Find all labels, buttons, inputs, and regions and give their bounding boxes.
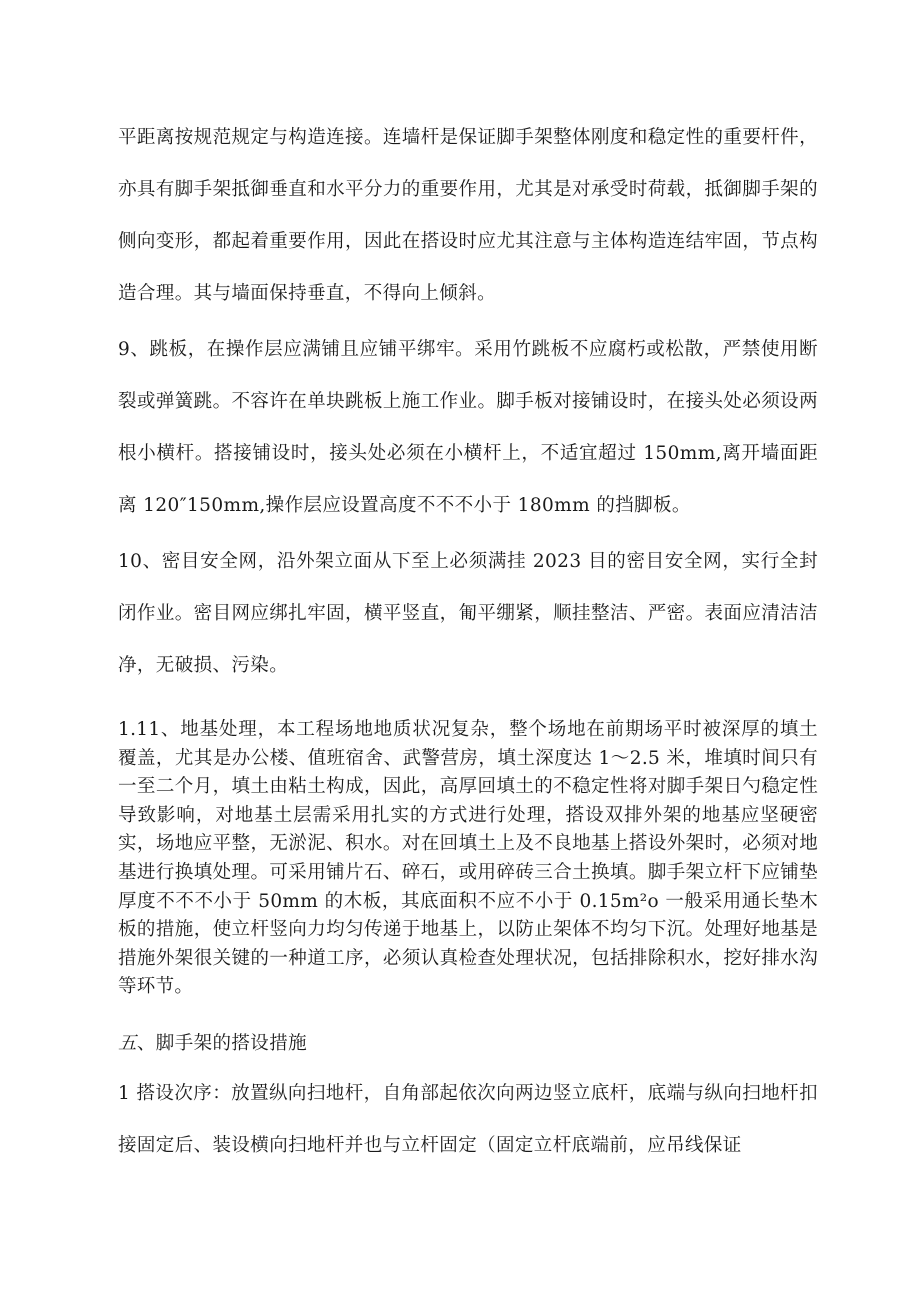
paragraph-item-10: 10、密目安全网，沿外架立面从下至上必须满挂 2023 目的密目安全网，实行全封闭作业。密目网应绑扎牢固，横平竖直，匍平绷紧，顺挂整洁、严密。表面应清洁洁净，无破损、污染。 (118, 551, 818, 676)
document-page (118, 112, 818, 1172)
section-number: 五 (118, 1032, 137, 1054)
section-title: 、脚手架的搭设措施 (136, 1032, 308, 1054)
paragraph-wall-tie-continuation: 平距离按规范规定与构造连接。连墙杆是保证脚手架整体刚度和稳定性的重要杆件，亦具有脚手架抵御垂直和水平分力的重要作用，尤其是对承受时荷载，抵御脚手架的侧向变形，都起着重要作用，因此在搭设时应尤其注意与主体构造连结牢固，节点构造合理。其与墙面保持垂直，不得向上倾斜。 (118, 127, 818, 304)
section-heading (118, 1024, 818, 1064)
paragraph-item-1-11: 1.11、地基处理，本工程场地地质状况复杂，整个场地在前期场平时被深厚的填土覆盖，尤其是办公楼、值班宿舍、武警营房，填土深度达 1～2.5 米，堆填时间只有一至二个月，填土由粘土构成，因此，高厚回填土的不稳定性将对脚手架日勺稳定性导致影响，对地基土层需采用扎实的方式进行处理，搭设双排外架的地基应坚硬密实，场地应平整，无淤泥、积水。对在回填土上及不良地基上搭设外架时，必须对地基进行换填处理。可采用铺片石、碎石，或用碎砖三合土换填。脚手架立杆下应铺垫厚度不不不小于 50mm 的木板，其底面积不应不小于 0.15m²o 一般采用通长垫木板的措施，使立杆竖向力均匀传递于地基上，以防止架体不均匀下沉。处理好地基是措施外架很关键的一种道工序，必须认真检查处理状况，包括排除积水，挖好排水沟等环节。 (118, 719, 818, 998)
paragraph-item-9 (118, 324, 818, 532)
paragraph-step-1: 1 搭设次序：放置纵向扫地杆，自角部起依次向两边竖立底杆，底端与纵向扫地杆扣接固定后、装设横向扫地杆并也与立杆固定（固定立杆底端前，应吊线保证 (118, 1082, 818, 1156)
paragraph-item-9-text-continued: 150mm,离开墙面距离 120″150mm,操作层应设置高度不不不小于 180mm 的挡脚板。 (118, 443, 818, 516)
paragraph-item-9-text: 9、跳板，在操作层应满铺且应铺平绑牢。采用竹跳板不应腐朽或松散，严禁使用断裂或弹簧跳。不容许在单块跳板上施工作业。脚手板对接铺设时，在接头处必须设两根小横杆。搭接铺设时，接头处必须在小横杆上，不适宜超过 (118, 339, 818, 464)
